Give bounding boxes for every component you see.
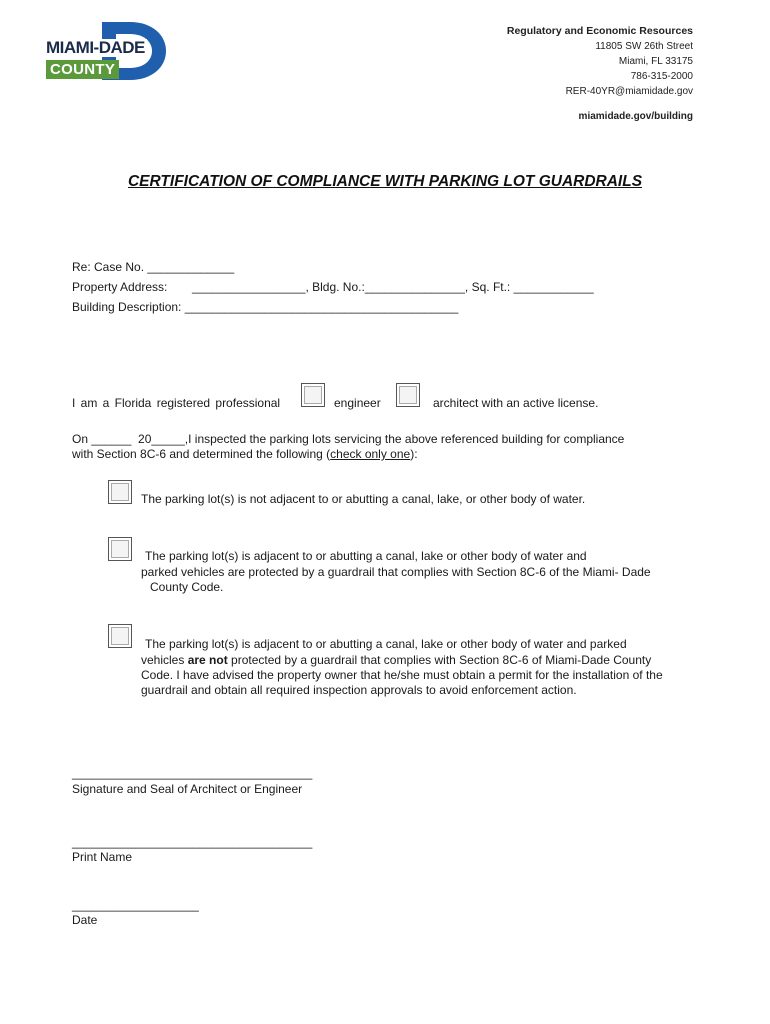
- property-address-field[interactable]: _________________, Bldg. No.:_______________, Sq. Ft.: ____________: [192, 280, 594, 294]
- option-noncompliant-line-2: [141, 653, 651, 668]
- option-not-adjacent-text: The parking lot(s) is not adjacent to or abutting a canal, lake, or other body of water.: [141, 492, 586, 506]
- print-name-line[interactable]: ____________________________________: [72, 835, 313, 849]
- check-only-one-text: check only one: [330, 447, 411, 461]
- inspection-line-2-prefix: with Section 8C-6 and determined the following (: [72, 447, 331, 461]
- case-number-field[interactable]: Re: Case No. _____________: [72, 260, 235, 274]
- option-compliant-line-1: The parking lot(s) is adjacent to or abutting a canal, lake or other body of water and: [145, 549, 587, 563]
- signature-line[interactable]: ____________________________________: [72, 766, 313, 780]
- date-label: Date: [72, 913, 98, 927]
- phone-number: 786-315-2000: [630, 71, 693, 82]
- address-line-2: Miami, FL 33175: [618, 56, 693, 67]
- inspection-date-line: On ______ 20_____,I inspected the parking lots servicing the above referenced building for compliance: [72, 432, 625, 446]
- engineer-label: engineer: [334, 396, 381, 410]
- address-line-1: 11805 SW 26th Street: [595, 41, 693, 52]
- option-compliant-line-3: County Code.: [150, 580, 224, 594]
- license-statement: I am a Florida registered professional: [72, 396, 281, 410]
- option-noncompliant-line-3: Code. I have advised the property owner that he/she must obtain a permit for the installation of the: [141, 668, 663, 682]
- option-noncompliant-line-1: The parking lot(s) is adjacent to or abutting a canal, lake or other body of water and parked: [145, 637, 627, 651]
- email-address[interactable]: RER-40YR@miamidade.gov: [565, 86, 693, 97]
- department-name: Regulatory and Economic Resources: [506, 25, 693, 37]
- inspection-line-2: [72, 447, 418, 461]
- contact-block: [507, 24, 693, 124]
- date-line[interactable]: ___________________: [72, 898, 199, 912]
- option-noncompliant-line-2-post: protected by a guardrail that complies with Section 8C-6 of Miami-Dade County: [227, 653, 652, 667]
- logo-miami-dade-text: MIAMI-DADE: [46, 38, 145, 57]
- document-title: CERTIFICATION OF COMPLIANCE WITH PARKING LOT GUARDRAILS: [127, 173, 643, 190]
- option-noncompliant-line-2-pre: vehicles: [141, 653, 188, 667]
- are-not-emphasis: are not: [187, 653, 228, 667]
- miami-dade-logo: [46, 20, 172, 84]
- website-link[interactable]: miamidade.gov/building: [578, 111, 693, 122]
- option-noncompliant-line-4: guardrail and obtain all required inspection approvals to avoid enforcement action.: [141, 683, 577, 697]
- option-not-adjacent-checkbox[interactable]: [108, 480, 132, 504]
- option-noncompliant-checkbox[interactable]: [108, 624, 132, 648]
- option-compliant-line-2: parked vehicles are protected by a guardrail that complies with Section 8C-6 of the Miami- Dade: [141, 565, 651, 579]
- print-name-label: Print Name: [72, 850, 133, 864]
- architect-checkbox[interactable]: [396, 383, 420, 407]
- engineer-checkbox[interactable]: [301, 383, 325, 407]
- signature-label: Signature and Seal of Architect or Engineer: [72, 782, 303, 796]
- inspection-line-2-suffix: ):: [410, 447, 418, 461]
- option-compliant-guardrail-checkbox[interactable]: [108, 537, 132, 561]
- logo-county-text: COUNTY: [46, 60, 119, 79]
- property-address-label: Property Address:: [72, 280, 168, 294]
- building-description-field[interactable]: Building Description: _________________________________________: [72, 300, 459, 314]
- architect-label: architect with an active license.: [433, 396, 599, 410]
